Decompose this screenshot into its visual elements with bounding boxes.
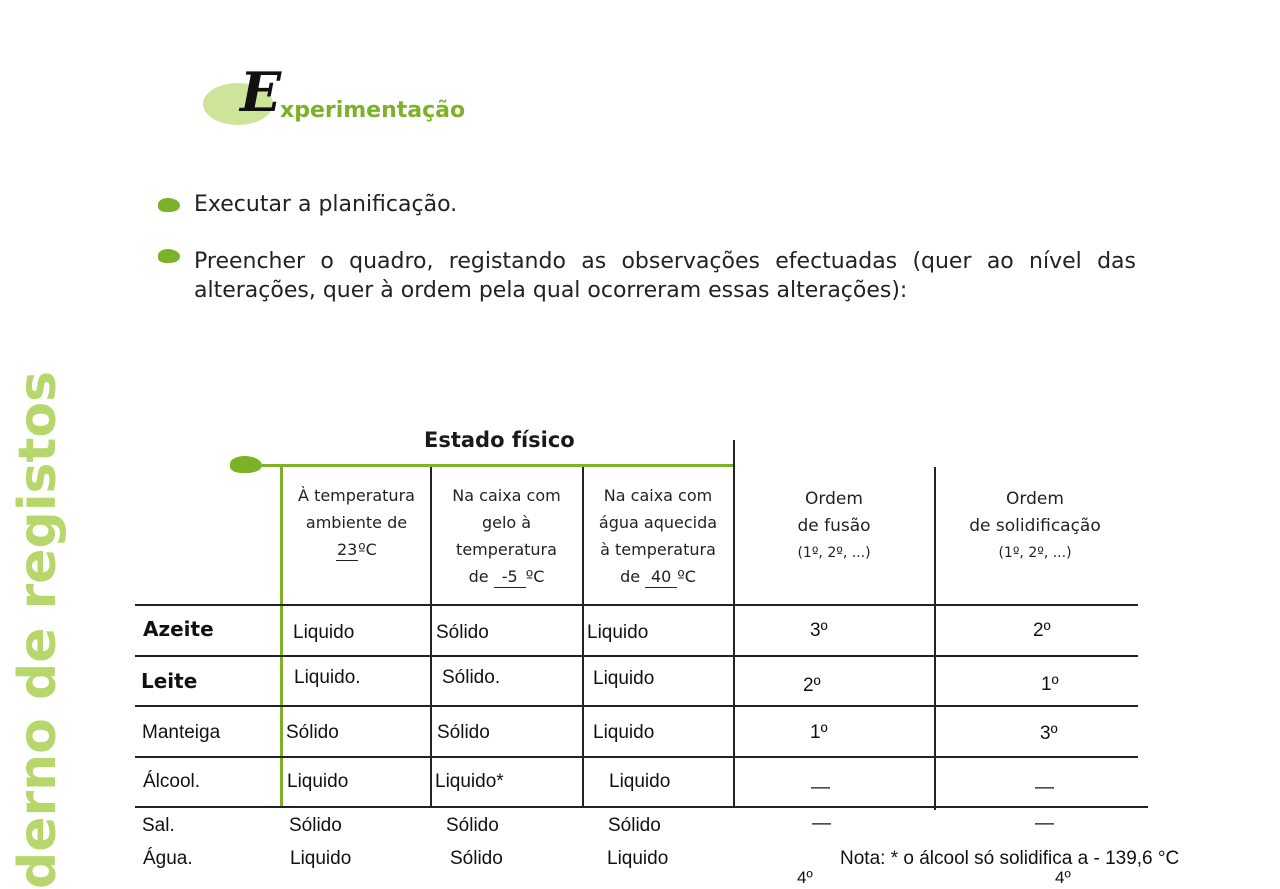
instruction-1: Executar a planificação. [194,192,458,217]
table-cell: Sólido [608,815,661,836]
section-title: xperimentação [280,98,466,123]
row-label: Leite [141,669,198,693]
table-cell: Liquido* [435,771,504,792]
table-cell: — [1035,813,1054,834]
table-cell: 2º [803,675,821,696]
table-cell: 1º [810,722,828,743]
row-label: Azeite [143,617,214,641]
table-cell: 3º [1040,723,1058,744]
row-label: Álcool. [143,771,201,792]
col3-temp-value: 40 [645,567,677,588]
table-group-title: Estado físico [424,428,575,452]
table-cell: 3º [810,620,828,641]
table-cell: Sólido [446,815,499,836]
table-cell: 4º [797,868,813,887]
table-cell: 2º [1033,620,1051,641]
table-cell: Sólido [286,722,339,743]
col5-header: Ordem de solidificação (1º, 2º, ...) [969,489,1101,561]
table-cell: Liquido [607,848,669,869]
table-cell: — [812,813,831,834]
table-cell: Liquido [609,771,671,792]
footnote: Nota: * o álcool só solidifica a - 139,6 °C [840,848,1180,869]
col2-temp-value: -5 [494,567,526,588]
bullet-icon [158,198,180,212]
table-cell: Liquido [593,722,655,743]
col3-header: Na caixa com água aquecida à temperatura de 40 ºC [598,486,718,586]
table-cell: Liquido. [294,667,361,688]
table-cell: Sólido [289,815,342,836]
table-cell: — [811,777,830,798]
table-cell: 4º [1055,868,1071,887]
table-cell: Liquido [587,622,649,643]
col1-header: À temperatura ambiente de 23ºC [298,486,415,559]
row-divider [135,705,1138,707]
table-cell: Sólido [450,848,503,869]
row-divider [135,806,1148,808]
table-cell: Liquido [293,622,355,643]
instruction-2-line-1: Preencher o quadro, registando as observações efectuadas (quer ao nível das [194,249,1136,274]
table-cell: Sólido [436,622,489,643]
table-cell: Sólido [437,722,490,743]
row-divider [135,655,1138,657]
table-cell: 1º [1041,674,1059,695]
col2-header: Na caixa com gelo à temperatura de -5 ºC [452,486,561,586]
leaf-icon [230,456,262,473]
group-underline [262,464,734,467]
col4-header: Ordem de fusão (1º, 2º, ...) [797,489,871,561]
table-cell: Liquido [287,771,349,792]
row-label: Sal. [142,815,175,836]
row-divider [135,756,1138,758]
instruction-2-line-2: alterações, quer à ordem pela qual ocorreram essas alterações): [194,278,908,303]
row-label: Água. [143,848,193,869]
logo-letter: E [240,60,282,124]
bullet-icon [158,249,180,263]
table-cell: Sólido. [442,667,501,688]
col1-temp-value: 23 [336,540,358,559]
row-label: Manteiga [142,722,221,743]
table-cell: — [1035,777,1054,798]
table-cell: Liquido [290,848,352,869]
table-cell: Liquido [593,668,655,689]
row-divider [135,604,1138,606]
side-vertical-title: derno de registos [8,370,68,889]
